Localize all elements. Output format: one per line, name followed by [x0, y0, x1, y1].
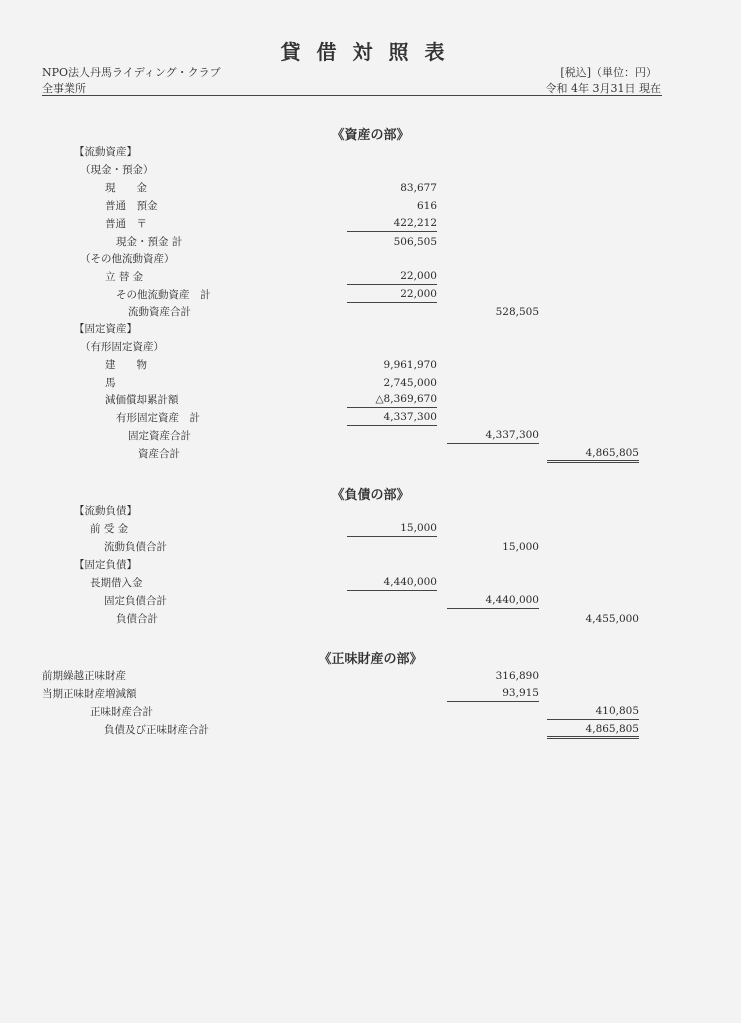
department-name: 全事業所	[42, 82, 86, 95]
row-label: 【固定資産】	[74, 323, 137, 335]
row-label: 固定資産合計	[128, 430, 191, 442]
section-title-assets: 《資産の部》	[331, 128, 410, 143]
row-value: △8,369,670	[347, 392, 437, 408]
row-label: 馬	[105, 377, 116, 389]
row-label: 長期借入金	[90, 577, 143, 589]
row-label: 【固定負債】	[74, 559, 137, 571]
document-title: 貸借対照表	[280, 40, 461, 64]
row-value: 528,505	[495, 306, 539, 318]
row-label: （その他流動資産）	[80, 253, 175, 265]
table-row	[0, 557, 741, 574]
table-row	[0, 144, 741, 161]
table-row	[0, 339, 741, 356]
row-label: （有形固定資産）	[80, 341, 164, 353]
row-value: 9,961,970	[383, 359, 437, 371]
row-label: 固定負債合計	[104, 595, 167, 607]
table-row	[0, 428, 741, 445]
row-value: 22,000	[347, 269, 437, 285]
row-label: 前 受 金	[90, 523, 129, 535]
row-value: 506,505	[393, 236, 437, 248]
table-row	[0, 304, 741, 321]
table-row	[0, 668, 741, 685]
row-label: 普通 預金	[105, 200, 158, 212]
row-value: 4,455,000	[585, 613, 639, 625]
section-title-liabilities: 《負債の部》	[331, 488, 410, 503]
row-label: 【流動負債】	[74, 505, 137, 517]
table-row	[0, 575, 741, 592]
row-label: 減価償却累計額	[105, 394, 179, 406]
row-value: 4,337,300	[347, 410, 437, 426]
row-value: 616	[416, 200, 437, 212]
section-title-net-assets: 《正味財産の部》	[318, 652, 423, 667]
row-label: 普通 〒	[105, 218, 147, 230]
row-label: 負債合計	[116, 613, 158, 625]
row-label: 当期正味財産増減額	[42, 688, 137, 700]
row-value: 410,805	[547, 704, 639, 720]
table-row	[0, 375, 741, 392]
table-row	[0, 162, 741, 179]
row-label: 現金・預金 計	[116, 236, 183, 248]
header-divider	[42, 95, 662, 96]
row-value: 2,745,000	[383, 377, 437, 389]
row-value: 15,000	[347, 521, 437, 537]
row-value: 4,865,805	[547, 722, 639, 739]
row-value: 83,677	[400, 182, 437, 194]
table-row	[0, 593, 741, 610]
table-row	[0, 392, 741, 409]
row-value: 4,440,000	[447, 593, 539, 609]
table-row	[0, 198, 741, 215]
row-label: 有形固定資産 計	[116, 412, 200, 424]
row-value: 4,337,300	[447, 428, 539, 444]
row-label: 正味財産合計	[90, 706, 153, 718]
unit-note: [税込]（単位：円）	[560, 66, 657, 79]
table-row	[0, 251, 741, 268]
report-date: 令和 4年 3月31日 現在	[545, 82, 661, 95]
table-row	[0, 357, 741, 374]
row-label: 立 替 金	[105, 271, 144, 283]
table-row	[0, 704, 741, 721]
table-row	[0, 180, 741, 197]
row-label: 流動資産合計	[128, 306, 191, 318]
table-row	[0, 521, 741, 538]
organization-name: NPO法人丹馬ライディング・クラブ	[42, 66, 221, 79]
table-row	[0, 686, 741, 703]
row-value: 4,440,000	[347, 575, 437, 591]
table-row	[0, 611, 741, 628]
table-row	[0, 216, 741, 233]
table-row	[0, 539, 741, 556]
row-value: 93,915	[447, 686, 539, 702]
row-label: 現 金	[105, 182, 147, 194]
table-row	[0, 234, 741, 251]
row-label: 流動負債合計	[104, 541, 167, 553]
row-label: （現金・預金）	[80, 164, 154, 176]
table-row	[0, 287, 741, 304]
table-row	[0, 446, 741, 463]
row-label: 建 物	[105, 359, 147, 371]
table-row	[0, 722, 741, 739]
row-value: 15,000	[502, 541, 539, 553]
row-label: 前期繰越正味財産	[42, 670, 126, 682]
row-label: 負債及び正味財産合計	[104, 724, 209, 736]
table-row	[0, 410, 741, 427]
row-label: その他流動資産 計	[116, 289, 211, 301]
row-value: 422,212	[347, 216, 437, 232]
row-label: 【流動資産】	[74, 146, 137, 158]
row-value: 4,865,805	[547, 446, 639, 463]
row-value: 316,890	[495, 670, 539, 682]
table-row	[0, 321, 741, 338]
row-value: 22,000	[347, 287, 437, 303]
row-label: 資産合計	[138, 448, 180, 460]
table-row	[0, 269, 741, 286]
table-row	[0, 503, 741, 520]
